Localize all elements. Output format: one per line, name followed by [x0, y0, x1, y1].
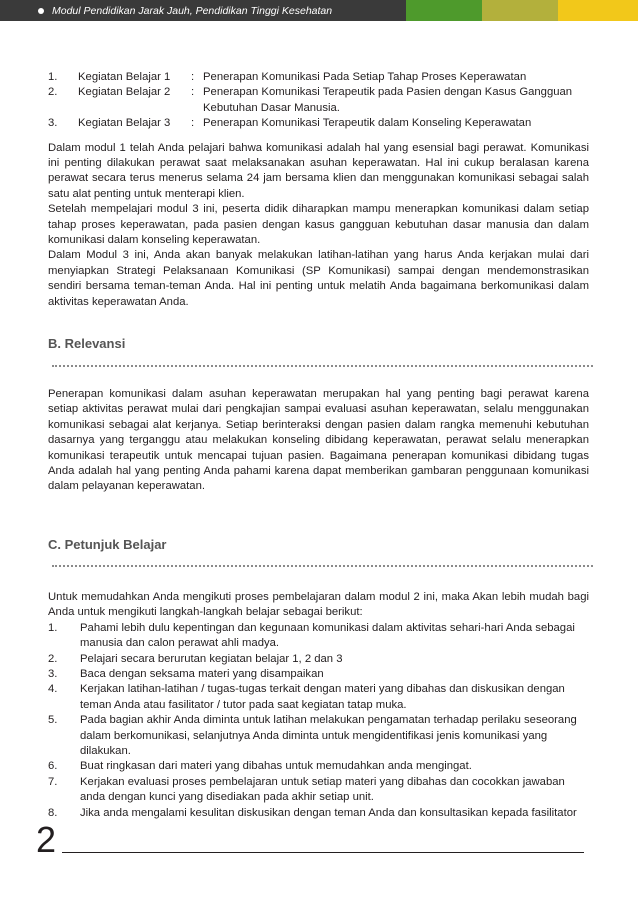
- item-number: 3.: [48, 117, 58, 130]
- step-text: Kerjakan evaluasi proses pembelajaran untuk setiap materi yang dibahas dan cocokkan jawaban anda dengan kunci yang disediakan pada akhir setiap unit.: [80, 775, 565, 804]
- separator: :: [191, 117, 195, 130]
- list-item: [48, 652, 589, 667]
- petunjuk-intro: Untuk memudahkan Anda mengikuti proses pembelajaran dalam modul 2 ini, maka Akan lebih mudah bagi Anda untuk mengikuti langkah-langkah belajar sebagai berikut:: [48, 591, 589, 619]
- separator: :: [191, 86, 195, 99]
- intro-text: [48, 141, 589, 310]
- list-item: [48, 775, 589, 806]
- step-number: 6.: [48, 760, 58, 773]
- list-item: [48, 85, 589, 116]
- relevansi-section: [48, 387, 589, 495]
- step-text: Pelajari secara berurutan kegiatan belajar 1, 2 dan 3: [80, 652, 343, 665]
- list-item: [48, 667, 589, 682]
- list-item: [48, 759, 589, 774]
- learning-activities-list: [48, 70, 589, 132]
- header-bar: [0, 0, 638, 21]
- intro-paragraph: Dalam Modul 3 ini, Anda akan banyak melakukan latihan-latihan yang harus Anda kerjakan mulai dari menyiapkan Strategi Pelaksanaan Komunikasi (SP Komunikasi) sampai dengan mendemonstrasikan sendiri bersama teman-teman Anda. Hal ini penting untuk melatih Anda bagaimana berkomunikasi dalam aktivitas keperawatan Anda.: [48, 249, 589, 308]
- study-steps-list: [48, 621, 589, 821]
- activity-topic: Penerapan Komunikasi Pada Setiap Tahap Proses Keperawatan: [203, 71, 527, 83]
- petunjuk-section: [48, 590, 589, 821]
- header-green-segment: [406, 0, 482, 21]
- page-number: 2: [36, 819, 57, 860]
- item-number: 1.: [48, 71, 58, 83]
- step-number: 7.: [48, 775, 58, 788]
- step-number: 3.: [48, 668, 58, 681]
- activity-name: Kegiatan Belajar 3: [78, 117, 171, 130]
- step-text: Pahami lebih dulu kepentingan dan kegunaan komunikasi dalam aktivitas sehari-hari Anda sebagai manusia dan calon perawat ahli madya.: [80, 621, 575, 650]
- section-title-petunjuk: C. Petunjuk Belajar: [48, 537, 167, 552]
- module-intro: [48, 70, 589, 310]
- dotted-divider: [52, 365, 593, 367]
- intro-paragraph: Dalam modul 1 telah Anda pelajari bahwa komunikasi adalah hal yang esensial bagi perawat. Komunikasi ini penting dilakukan perawat saat melaksanakan asuhan keperawatan. Hal ini cukup beralasan karena perawat secara terus menerus selama 24 jam bersama klien dan menggunakan komunikasi sebagai salah satu alat penting untuk menterapi klien.: [48, 141, 589, 200]
- step-number: 2.: [48, 652, 58, 665]
- activity-topic: Penerapan Komunikasi Terapeutik dalam Konseling Keperawatan: [203, 117, 532, 130]
- dotted-divider: [52, 565, 593, 567]
- activity-name: Kegiatan Belajar 2: [78, 86, 171, 99]
- step-text: Baca dengan seksama materi yang disampaikan: [80, 668, 324, 681]
- intro-paragraph: Setelah mempelajari modul 3 ini, peserta didik diharapkan mampu menerapkan komunikasi dalam setiap tahap proses keperawatan, pada pasien dengan kasus gangguan kebutuhan dasar manusia dan dalam komunikasi dalam konseling keperawatan.: [48, 203, 589, 247]
- step-text: Buat ringkasan dari materi yang dibahas untuk memudahkan anda mengingat.: [80, 760, 472, 773]
- running-header-title: Modul Pendidikan Jarak Jauh, Pendidikan Tinggi Kesehatan: [52, 4, 333, 17]
- step-text: Jika anda mengalami kesulitan diskusikan dengan teman Anda dan konsultasikan kepada fasilitator: [80, 806, 577, 819]
- activity-name: Kegiatan Belajar 1: [78, 71, 171, 83]
- step-number: 1.: [48, 621, 58, 634]
- item-number: 2.: [48, 86, 58, 99]
- step-text: Kerjakan latihan-latihan / tugas-tugas terkait dengan materi yang dibahas dan diskusikan dengan teman Anda atau fasilitator / tutor pada saat kegiatan tatap muka.: [80, 683, 565, 711]
- list-item: [48, 116, 589, 131]
- step-number: 4.: [48, 683, 58, 696]
- section-title-relevansi: B. Relevansi: [48, 336, 126, 351]
- bullet-icon: [38, 8, 44, 14]
- list-item: [48, 713, 589, 759]
- step-number: 8.: [48, 806, 58, 819]
- list-item: [48, 621, 589, 652]
- step-number: 5.: [48, 714, 58, 727]
- list-item: [48, 806, 589, 821]
- header-dark-segment: [0, 0, 406, 21]
- separator: :: [191, 71, 195, 83]
- relevansi-paragraph: Penerapan komunikasi dalam asuhan keperawatan merupakan hal yang penting bagi perawat karena setiap aktivitas perawat mulai dari pengkajian sampai evaluasi asuhan keperawatan, selalu menggunakan komunikasi sebagai alat kerjanya. Setiap berinteraksi dengan pasien dalam rangka memenuhi kebutuhan dasarnya yang terganggu atau melakukan konseling dibidang keperawatan, perawat selalu menerapkan komunikasi terapeutik untuk mencapai tujuan pasien. Bagaimana penerapan komunikasi dibidang tugas Anda adalah hal yang penting Anda pahami karena dapat memberikan gambaran penggunaan komunikasi dalam pelayanan keperawatan.: [48, 388, 589, 493]
- header-yellow-segment: [558, 0, 638, 21]
- list-item: [48, 70, 589, 85]
- footer-rule: [62, 852, 584, 853]
- step-text: Pada bagian akhir Anda diminta untuk latihan melakukan pengamatan terhadap perilaku seseorang dalam berkomunikasi, selanjutnya Anda diminta untuk mengidentifikasi jenis komunikasi yang dilakukan.: [80, 714, 577, 758]
- activity-topic: Penerapan Komunikasi Terapeutik pada Pasien dengan Kasus Gangguan Kebutuhan Dasar Manusia.: [203, 86, 573, 114]
- header-olive-segment: [482, 0, 558, 21]
- list-item: [48, 682, 589, 713]
